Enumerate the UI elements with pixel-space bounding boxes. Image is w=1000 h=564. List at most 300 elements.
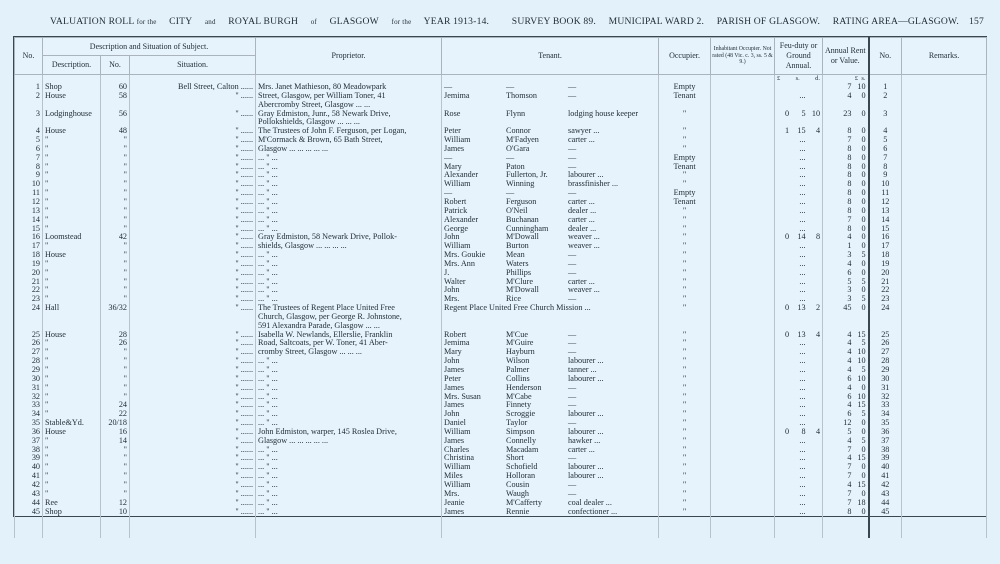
feu-shillings: ... [799, 285, 806, 295]
row-number: 44 [15, 499, 43, 508]
description: " [43, 357, 101, 366]
inhabitant-occupier [711, 83, 775, 92]
inhabitant-occupier [711, 339, 775, 348]
row-number-right: 4 [869, 127, 902, 136]
remarks [902, 92, 987, 101]
situation-text: " ... [235, 143, 247, 153]
tenant-surname: Holloran [506, 471, 536, 481]
tenant-occupation: tanner ... [568, 365, 597, 374]
description: " [43, 295, 101, 304]
proprietor: ... " ... [256, 163, 442, 172]
tenant-surname: — [506, 82, 515, 91]
feu-pounds: 0 [784, 426, 790, 436]
rent-shillings: 0 [861, 90, 866, 100]
remarks [902, 322, 987, 331]
description: " [43, 286, 101, 295]
tenant-occupation: — [568, 258, 577, 268]
street-number: " [101, 225, 130, 234]
feu-shillings: ... [799, 241, 806, 251]
tenant [442, 331, 659, 340]
tenant-surname: O'Neil [506, 205, 528, 215]
rent-shillings: 10 [857, 356, 866, 366]
row-number-right: 11 [869, 189, 902, 198]
description: " [43, 366, 101, 375]
table-row [15, 225, 987, 234]
situation-dots: ... [246, 108, 254, 118]
remarks [902, 437, 987, 446]
situation-text: " ... [235, 126, 247, 136]
row-number: 42 [15, 481, 43, 490]
tenant-surname: Macadam [506, 444, 539, 454]
proprietor: ... " ... [256, 499, 442, 508]
street-number: 14 [101, 437, 130, 446]
street-number: 26 [101, 339, 130, 348]
tenant-first-name: John [444, 409, 460, 419]
feu-pounds [777, 171, 789, 180]
situation-dots: ... [246, 126, 254, 136]
feu-pence [808, 490, 820, 499]
tenant-first-name: James [444, 382, 465, 392]
remarks [902, 225, 987, 234]
rent-shillings: 0 [861, 179, 866, 189]
row-number: 41 [15, 472, 43, 481]
row-number-right: 28 [869, 357, 902, 366]
remarks [902, 454, 987, 463]
situation-text: " ... [235, 152, 247, 162]
remarks [902, 260, 987, 269]
proprietor: ... " ... [256, 401, 442, 410]
feu-shillings: ... [799, 250, 806, 260]
feu-pence [808, 286, 820, 295]
row-number: 11 [15, 189, 43, 198]
tenant-first-name: — [444, 188, 453, 198]
tenant-first-name: William [444, 179, 471, 189]
situation-text: " ... [235, 205, 247, 215]
table-row [15, 428, 987, 437]
row-number-right: 8 [869, 163, 902, 172]
rent-shillings: 0 [861, 143, 866, 153]
proprietor: Glasgow ... ... ... ... ... [256, 145, 442, 154]
feu-shillings: ... [799, 135, 806, 145]
col-occupier: Occupier. [659, 38, 711, 75]
situation-dots: ... [246, 391, 254, 401]
description: " [43, 260, 101, 269]
row-number: 29 [15, 366, 43, 375]
rent-shillings: 10 [857, 82, 866, 91]
row-number: 24 [15, 304, 43, 313]
feu-duty [775, 313, 823, 322]
feu-pence [808, 375, 820, 384]
situation [130, 508, 256, 517]
remarks [902, 401, 987, 410]
tenant [442, 145, 659, 154]
situation-text: " ... [235, 506, 247, 516]
situation-dots: ... [246, 152, 254, 162]
col-description-group: Description and Situation of Subject. [43, 38, 256, 56]
occupier: Empty [659, 154, 711, 163]
situation-text: " ... [235, 188, 247, 198]
occupier: " [659, 269, 711, 278]
feu-pence [808, 163, 820, 172]
situation-text: " ... [235, 135, 247, 145]
inhabitant-occupier [711, 304, 775, 313]
feu-pounds [777, 508, 789, 517]
rent-shillings: 5 [861, 276, 866, 286]
occupier: " [659, 384, 711, 393]
feu-pence [808, 454, 820, 463]
feu-shillings: ... [799, 214, 806, 224]
tenant-occupation: — [568, 382, 577, 392]
situation-text: " ... [235, 303, 247, 313]
row-number: 25 [15, 331, 43, 340]
remarks [902, 419, 987, 428]
row-number: 9 [15, 171, 43, 180]
table-row [15, 357, 987, 366]
tenant-surname: Ferguson [506, 196, 537, 206]
situation-text: " ... [235, 462, 247, 472]
tenant-surname: Collins [506, 373, 530, 383]
rent-shillings: 0 [861, 241, 866, 251]
feu-duty [775, 508, 823, 517]
feu-pounds [777, 269, 789, 278]
tenant [442, 446, 659, 455]
row-number-right: 7 [869, 154, 902, 163]
annual-rent [823, 313, 869, 322]
street-number: " [101, 366, 130, 375]
tenant-surname: Rennie [506, 506, 530, 516]
annual-rent [823, 304, 869, 313]
row-number-right: 34 [869, 410, 902, 419]
row-number: 10 [15, 180, 43, 189]
rent-pounds: 3 [847, 250, 852, 260]
rent-pounds: 4 [847, 382, 852, 392]
feu-pence [808, 384, 820, 393]
situation-dots: ... [246, 161, 254, 171]
tenant [442, 348, 659, 357]
street-number: 22 [101, 410, 130, 419]
inhabitant-occupier [711, 189, 775, 198]
inhabitant-occupier [711, 233, 775, 242]
tenant-surname: M'Cue [506, 329, 528, 339]
row-number-right: 45 [869, 508, 902, 517]
inhabitant-occupier [711, 401, 775, 410]
inhabitant-occupier [711, 490, 775, 499]
situation-dots: ... [246, 143, 254, 153]
row-number: 15 [15, 225, 43, 234]
tenant-first-name: Jemima [444, 338, 470, 348]
tenant-surname: Buchanan [506, 214, 539, 224]
feu-pence [808, 357, 820, 366]
street-number: " [101, 278, 130, 287]
row-number: 31 [15, 384, 43, 393]
situation-dots: ... [246, 444, 254, 454]
rent-pounds: 4 [847, 453, 852, 463]
street-number: 60 [101, 83, 130, 92]
valuation-table-frame [13, 36, 987, 517]
situation-dots: ... [246, 179, 254, 189]
remarks [902, 242, 987, 251]
feu-pence [808, 242, 820, 251]
remarks [902, 154, 987, 163]
feu-pence [808, 198, 820, 207]
tenant [442, 322, 659, 331]
tenant [442, 472, 659, 481]
tenant-first-name: John [444, 232, 460, 242]
tenant-occupation: — [568, 488, 577, 498]
proprietor: ... " ... [256, 490, 442, 499]
tenant-first-name: J. [444, 267, 450, 277]
rent-pounds: 8 [847, 179, 852, 189]
tenant [442, 278, 659, 287]
proprietor: Street, Glasgow, per William Toner, 41 [256, 92, 442, 101]
table-row [15, 304, 987, 313]
tenant-occupation: — [568, 294, 577, 304]
tenant-occupation: — [568, 479, 577, 489]
feu-shillings: ... [799, 338, 806, 348]
street-number: " [101, 357, 130, 366]
tenant-occupation: labourer ... [568, 356, 604, 366]
proprietor: ... " ... [256, 269, 442, 278]
rent-pounds: 1 [847, 241, 852, 251]
rent-shillings: 0 [861, 382, 866, 392]
tenant [442, 233, 659, 242]
table-row [15, 136, 987, 145]
feu-pounds: 0 [784, 232, 790, 242]
row-number: 39 [15, 454, 43, 463]
remarks [902, 508, 987, 517]
tenant-first-name: John [444, 285, 460, 295]
description: " [43, 171, 101, 180]
street-number: " [101, 163, 130, 172]
remarks [902, 384, 987, 393]
tenant-occupation: dealer ... [568, 223, 597, 233]
tenant-occupation: — [568, 347, 577, 357]
units-row [15, 75, 987, 84]
tenant-first-name: John [444, 356, 460, 366]
feu-pounds [777, 463, 789, 472]
occupier: " [659, 216, 711, 225]
inhabitant-occupier [711, 242, 775, 251]
feu-pence [808, 393, 820, 402]
feu-pence [808, 410, 820, 419]
table-row [15, 92, 987, 101]
situation-text: " ... [235, 338, 247, 348]
description: " [43, 207, 101, 216]
description: Ree [43, 499, 101, 508]
row-number: 7 [15, 154, 43, 163]
row-number: 16 [15, 233, 43, 242]
rent-shillings: 5 [861, 365, 866, 374]
situation-text: " ... [235, 488, 247, 498]
tenant-first-name: William [444, 462, 471, 472]
street-number: " [101, 286, 130, 295]
feu-pounds: 0 [784, 329, 790, 339]
rent-shillings: 15 [857, 479, 866, 489]
description: " [43, 393, 101, 402]
rent-pounds: 12 [843, 418, 852, 428]
row-number: 21 [15, 278, 43, 287]
tenant-first-name: James [444, 365, 465, 374]
rent-shillings: 5 [861, 338, 866, 348]
feu-shillings: ... [799, 267, 806, 277]
rent-pounds: 8 [847, 223, 852, 233]
tenant-first-name: Peter [444, 373, 461, 383]
table-row [15, 481, 987, 490]
row-number-right: 27 [869, 348, 902, 357]
table-row [15, 278, 987, 287]
proprietor: Church, Glasgow, per George R. Johnstone, [256, 313, 442, 322]
feu-pence [808, 269, 820, 278]
row-number-right: 18 [869, 251, 902, 260]
row-number-right: 43 [869, 490, 902, 499]
occupier: Tenant [659, 163, 711, 172]
tenant-occupation: labourer ... [568, 426, 604, 436]
rent-shillings: 0 [861, 126, 866, 136]
remarks [902, 83, 987, 92]
feu-shillings: ... [799, 391, 806, 401]
feu-shillings: ... [799, 170, 806, 180]
description: " [43, 163, 101, 172]
feu-pence [808, 508, 820, 517]
street-number: " [101, 454, 130, 463]
rent-shillings: 0 [861, 223, 866, 233]
feu-pence: 10 [811, 108, 821, 118]
feu-pounds [777, 286, 789, 295]
proprietor: Glasgow ... ... ... ... ... [256, 437, 442, 446]
row-number-right: 10 [869, 180, 902, 189]
tenant [442, 490, 659, 499]
tenant [442, 154, 659, 163]
remarks [902, 216, 987, 225]
inhabitant-occupier [711, 278, 775, 287]
feu-shillings: ... [799, 400, 806, 410]
rent-pounds: 4 [847, 479, 852, 489]
feu-pounds [777, 401, 789, 410]
row-number: 12 [15, 198, 43, 207]
description: " [43, 180, 101, 189]
remarks [902, 101, 987, 110]
rent-pounds: 5 [847, 276, 852, 286]
tenant-first-name: William [444, 426, 471, 436]
rent-pounds: 4 [847, 365, 852, 374]
tenant [442, 508, 659, 517]
feu-pounds: 0 [784, 108, 790, 118]
feu-shillings: 13 [797, 303, 806, 313]
rent-pounds: 6 [847, 391, 852, 401]
situation-dots: ... [246, 488, 254, 498]
feu-pounds [777, 410, 789, 419]
row-number: 37 [15, 437, 43, 446]
row-number-right: 33 [869, 401, 902, 410]
feu-shillings: ... [799, 479, 806, 489]
feu-shillings: ... [799, 497, 806, 507]
table-row [15, 393, 987, 402]
row-number-right: 23 [869, 295, 902, 304]
occupier: " [659, 348, 711, 357]
situation-dots: ... [246, 188, 254, 198]
tenant-surname: Henderson [506, 382, 542, 392]
rent-shillings: 0 [861, 488, 866, 498]
tenant-occupation: carter ... [568, 276, 595, 286]
street-number: " [101, 145, 130, 154]
feu-pence [808, 481, 820, 490]
tenant-surname: Fullerton, Jr. [506, 170, 548, 180]
street-number: " [101, 463, 130, 472]
feu-units: £ s. d. [775, 75, 823, 84]
row-number-right: 5 [869, 136, 902, 145]
row-number: 1 [15, 83, 43, 92]
feu-shillings: ... [799, 196, 806, 206]
rent-shillings: 10 [857, 391, 866, 401]
remarks [902, 207, 987, 216]
tenant-first-name: Charles [444, 444, 470, 454]
remarks [902, 233, 987, 242]
table-row [15, 207, 987, 216]
feu-pounds [777, 198, 789, 207]
rent-shillings: 0 [861, 188, 866, 198]
table-filler [15, 516, 987, 538]
proprietor: shields, Glasgow ... ... ... ... [256, 242, 442, 251]
rent-shillings: 0 [861, 418, 866, 428]
row-number-right: 13 [869, 207, 902, 216]
tenant-occupation: labourer ... [568, 170, 604, 180]
table-row [15, 154, 987, 163]
rent-pounds: 7 [847, 488, 852, 498]
feu-pounds: 0 [784, 303, 790, 313]
rent-pounds: 4 [847, 232, 852, 242]
row-number: 17 [15, 242, 43, 251]
inhabitant-occupier [711, 110, 775, 119]
rent-shillings: 10 [857, 347, 866, 357]
feu-pence [808, 154, 820, 163]
feu-shillings: ... [799, 90, 806, 100]
tenant-first-name: William [444, 479, 471, 489]
feu-duty [775, 110, 823, 119]
feu-pence [808, 437, 820, 446]
tenant [442, 260, 659, 269]
feu-pounds [777, 490, 789, 499]
tenant-first-name: James [444, 143, 465, 153]
rent-pounds: 7 [847, 135, 852, 145]
street-number: 16 [101, 428, 130, 437]
tenant-occupation: labourer ... [568, 373, 604, 383]
situation-text: " ... [235, 179, 247, 189]
inhabitant-occupier [711, 207, 775, 216]
remarks [902, 189, 987, 198]
situation-text: " ... [235, 347, 247, 357]
tenant-surname: Schofield [506, 462, 538, 472]
situation-dots: ... [246, 196, 254, 206]
tenant-first-name: Jeanie [444, 497, 465, 507]
row-number: 8 [15, 163, 43, 172]
table-row [15, 189, 987, 198]
description: " [43, 472, 101, 481]
feu-pounds [777, 278, 789, 287]
rent-pounds: 7 [847, 214, 852, 224]
tenant-occupation: brassfinisher ... [568, 179, 619, 189]
situation-text: " ... [235, 161, 247, 171]
tenant-first-name: George [444, 223, 468, 233]
proprietor: ... " ... [256, 278, 442, 287]
inhabitant-occupier [711, 384, 775, 393]
inhabitant-occupier [711, 216, 775, 225]
feu-shillings: ... [799, 409, 806, 419]
rent-shillings: 15 [857, 329, 866, 339]
situation-dots: ... [246, 506, 254, 516]
rent-pounds: 4 [847, 435, 852, 445]
tenant-surname: M'Guire [506, 338, 534, 348]
inhabitant-occupier [711, 348, 775, 357]
